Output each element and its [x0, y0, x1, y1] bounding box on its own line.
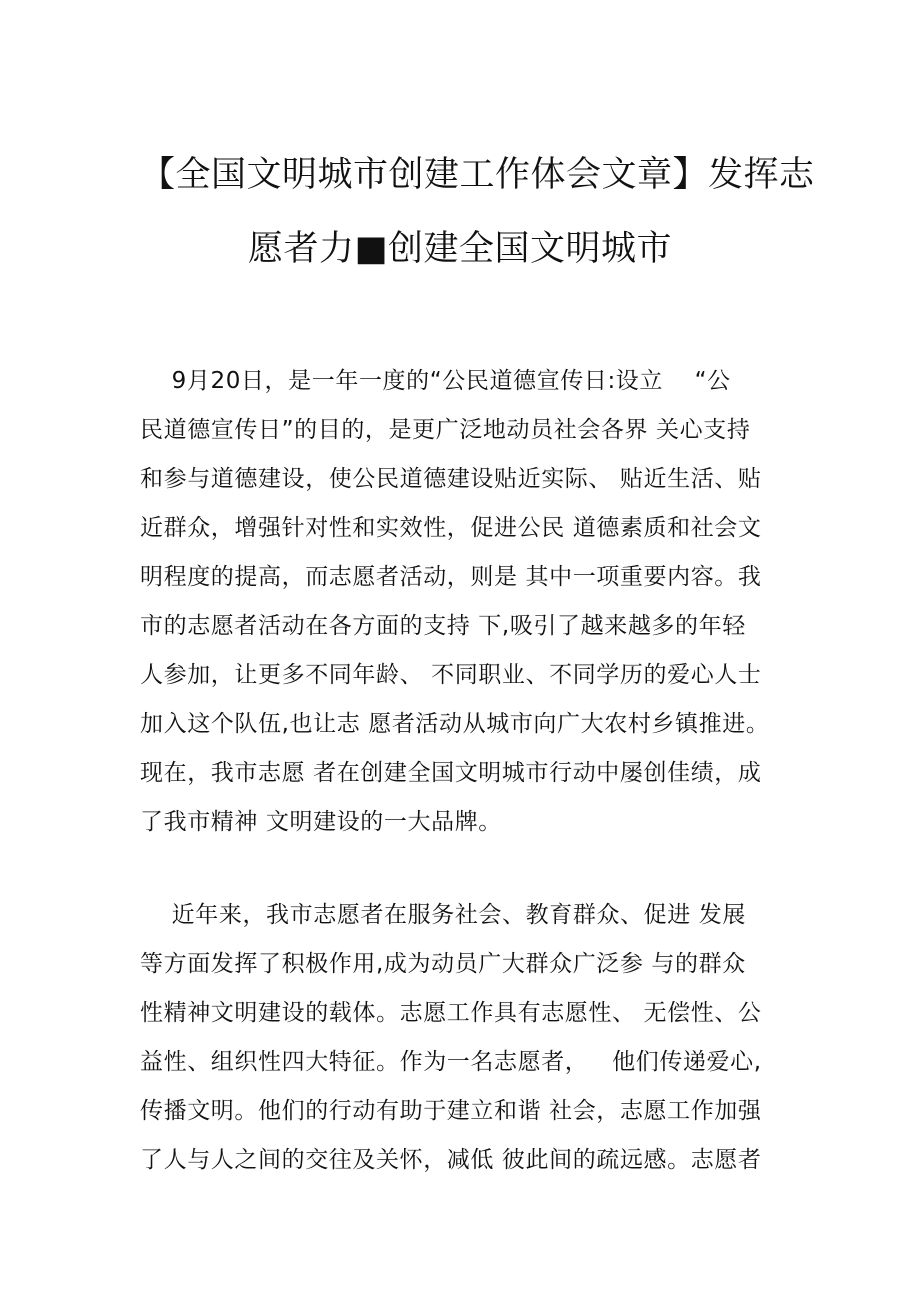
- paragraph-2-line: 了人与人之间的交往及关怀，减低 彼此间的疏远感。志愿者: [140, 1147, 762, 1173]
- paragraph-2-line: 等方面发挥了积极作用,成为动员广大群众广泛参 与的群众: [140, 951, 746, 977]
- paragraph-2-line: 近年来，我市志愿者在服务社会、教育群众、促进 发展: [140, 902, 746, 928]
- paragraph-1-line: 明程度的提高，而志愿者活动，则是 其中一项重要内容。我: [140, 564, 762, 590]
- paragraph-1-line: 民道德宣传日”的目的，是更广泛地动员社会各界 关心支持: [140, 417, 751, 443]
- paragraph-1-line: 人参加，让更多不同年龄、 不同职业、不同学历的爱心人士: [140, 662, 762, 688]
- paragraph-1-line: 市的志愿者活动在各方面的支持 下,吸引了越来越多的年轻: [140, 613, 746, 639]
- paragraph-1-line: 了我市精神 文明建设的一大品牌。: [140, 809, 502, 835]
- paragraph-1-line: 现在，我市志愿 者在创建全国文明城市行动中屡创佳绩，成: [140, 760, 762, 786]
- paragraph-1-line: 9月20日，是一年一度的“公民道德宣传日:设立 “公: [140, 368, 731, 394]
- document-title-line-2: 愿者力■创建全国文明城市: [247, 229, 673, 269]
- paragraph-1-line: 和参与道德建设，使公民道德建设贴近实际、 贴近生活、贴: [140, 466, 762, 492]
- paragraph-2-line: 益性、组织性四大特征。作为一名志愿者， 他们传递爱心,: [140, 1049, 762, 1075]
- paragraph-1-line: 加入这个队伍,也让志 愿者活动从城市向广大农村乡镇推进。: [140, 711, 770, 737]
- paragraph-2-line: 性精神文明建设的载体。志愿工作具有志愿性、 无偿性、公: [140, 1000, 762, 1026]
- paragraph-1-line: 近群众，增强针对性和实效性，促进公民 道德素质和社会文: [140, 515, 762, 541]
- paragraph-2-line: 传播文明。他们的行动有助于建立和谐 社会，志愿工作加强: [140, 1098, 762, 1124]
- document-title-line-1: 【全国文明城市创建工作体会文章】发挥志: [140, 155, 815, 195]
